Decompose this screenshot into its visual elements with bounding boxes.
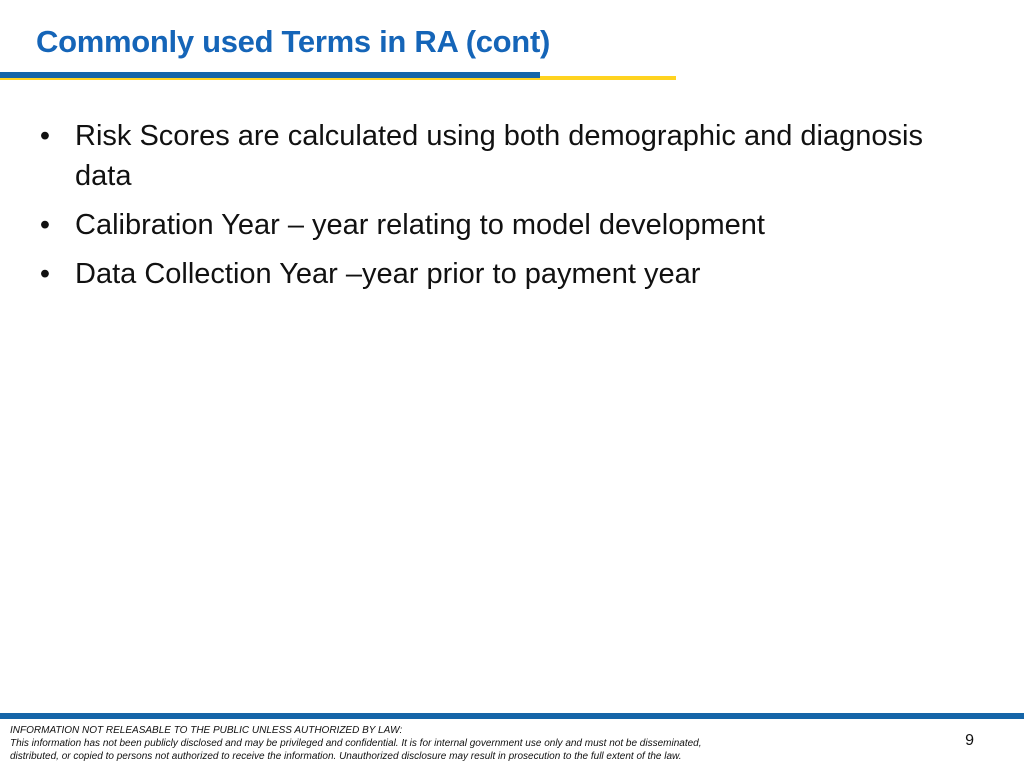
footer-divider bbox=[0, 713, 1024, 719]
bullet-item bbox=[30, 116, 970, 196]
title-underline bbox=[0, 72, 676, 80]
page-number: 9 bbox=[965, 732, 974, 749]
bullet-item bbox=[30, 254, 970, 294]
bullet-text: Data Collection Year –year prior to payment year bbox=[75, 258, 701, 290]
disclaimer-line: distributed, or copied to persons not authorized to receive the information. Unauthorized disclosure may result in prosecution to the full extent of the law. bbox=[10, 751, 682, 762]
title-underline-blue bbox=[0, 72, 540, 78]
slide-title: Commonly used Terms in RA (cont) bbox=[36, 24, 550, 59]
bullet-dot-icon: • bbox=[39, 120, 51, 152]
bullet-item bbox=[30, 205, 970, 245]
footer-disclaimer bbox=[10, 724, 910, 763]
bullet-text: Calibration Year – year relating to model development bbox=[75, 209, 765, 241]
bullet-text: Risk Scores are calculated using both demographic and diagnosis data bbox=[75, 120, 923, 192]
disclaimer-line: INFORMATION NOT RELEASABLE TO THE PUBLIC UNLESS AUTHORIZED BY LAW: bbox=[10, 725, 403, 736]
disclaimer-line: This information has not been publicly disclosed and may be privileged and confidential. It is for internal government use only and must not be disseminated, bbox=[10, 738, 702, 749]
bullet-list bbox=[30, 116, 970, 303]
bullet-dot-icon: • bbox=[39, 209, 51, 241]
bullet-dot-icon: • bbox=[39, 258, 51, 290]
